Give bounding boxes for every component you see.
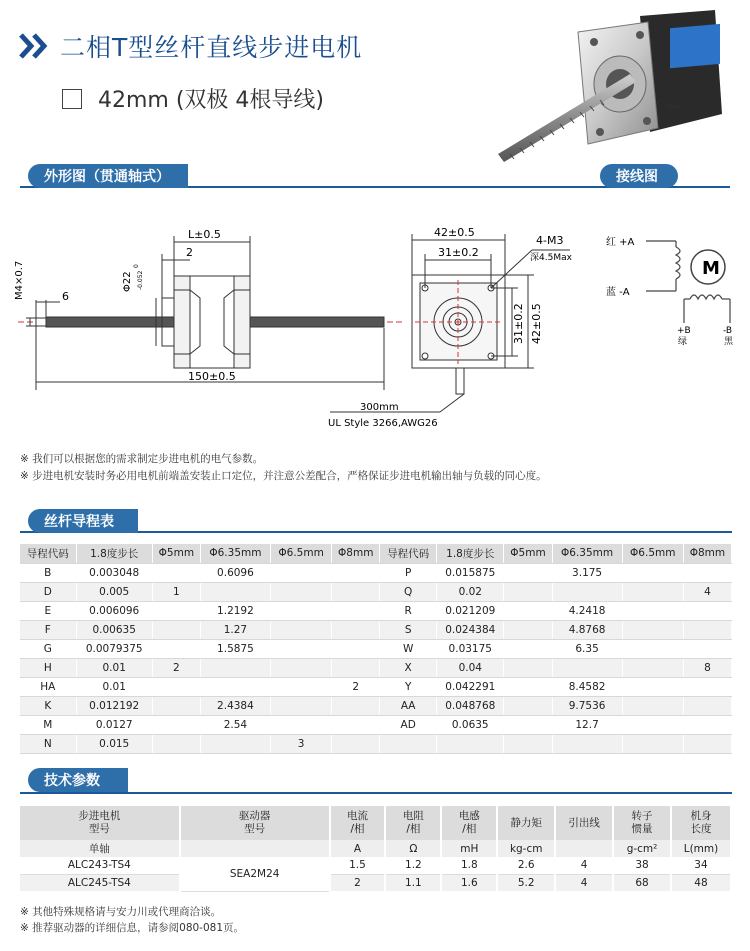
note-top-1: ※ 我们可以根据您的需求制定步进电机的电气参数。 <box>20 453 264 465</box>
lead-cell: 0.01 <box>76 658 152 677</box>
lead-table-row <box>20 677 732 696</box>
lead-cell <box>270 563 331 582</box>
lead-table-row <box>20 639 732 658</box>
spec-cell: 4 <box>555 857 613 874</box>
lead-table-row <box>20 563 732 582</box>
lead-cell <box>332 563 380 582</box>
lead-cell: D <box>20 582 76 601</box>
lead-cell <box>270 658 331 677</box>
lead-cell <box>683 696 731 715</box>
lead-cell <box>504 658 552 677</box>
dim-l-label: L±0.5 <box>188 228 221 241</box>
lead-cell <box>332 620 380 639</box>
lead-cell: 0.024384 <box>437 620 504 639</box>
lead-cell: 4.2418 <box>552 601 622 620</box>
lead-cell: 9.7536 <box>552 696 622 715</box>
lead-cell: 0.0635 <box>437 715 504 734</box>
spec-cell: ALC243-TS4 <box>20 857 180 874</box>
lead-cell <box>437 734 504 753</box>
wire-blue-label: 蓝 -A <box>606 287 630 298</box>
spec-section-line <box>20 792 732 794</box>
spec-cell: kg-cm <box>497 840 555 857</box>
lead-cell <box>380 734 437 753</box>
lead-cell: G <box>20 639 76 658</box>
spec-cell: 2 <box>330 874 386 891</box>
lead-cell <box>504 677 552 696</box>
lead-cell: 0.005 <box>76 582 152 601</box>
lead-cell <box>270 715 331 734</box>
lead-cell: 0.0079375 <box>76 639 152 658</box>
lead-header-cell: 导程代码 <box>20 544 76 563</box>
lead-cell: 3.175 <box>552 563 622 582</box>
lead-cell: 0.015 <box>76 734 152 753</box>
wire-b-minus-label: -B <box>723 326 733 336</box>
lead-cell <box>504 696 552 715</box>
spec-header-length: 机身 长度 <box>671 806 731 840</box>
spec-header-current: 电流 /相 <box>330 806 386 840</box>
lead-cell <box>152 734 200 753</box>
spec-cell: 1.8 <box>441 857 497 874</box>
lead-table-header-row <box>20 544 732 563</box>
dim-w42-label: 42±0.5 <box>434 226 475 239</box>
lead-cell: 4.8768 <box>552 620 622 639</box>
wire-black-label: 黑 <box>724 337 734 347</box>
spec-cell: 34 <box>671 857 731 874</box>
lead-cell <box>504 601 552 620</box>
lead-cell: P <box>380 563 437 582</box>
lead-cell <box>504 620 552 639</box>
spec-header-leads: 引出线 <box>555 806 613 840</box>
lead-cell: 3 <box>270 734 331 753</box>
lead-table-row <box>20 715 732 734</box>
lead-cell <box>152 601 200 620</box>
lead-cell <box>332 696 380 715</box>
dim-150-label: 150±0.5 <box>188 370 236 383</box>
lead-cell: R <box>380 601 437 620</box>
spec-driver-cell: SEA2M24 <box>180 857 330 891</box>
lead-cell <box>332 715 380 734</box>
lead-table-row <box>20 658 732 677</box>
spec-header-resistance: 电阻 /相 <box>385 806 441 840</box>
lead-cell: 0.02 <box>437 582 504 601</box>
lead-cell: 2.4384 <box>200 696 270 715</box>
lead-cell <box>200 582 270 601</box>
lead-header-cell: Φ5mm <box>152 544 200 563</box>
wiring-diagram <box>606 225 740 355</box>
spec-cell: L(mm) <box>671 840 731 857</box>
spec-cell: Ω <box>385 840 441 857</box>
lead-cell <box>622 563 683 582</box>
spec-header-inertia: 转子 惯量 <box>613 806 671 840</box>
spec-cell: A <box>330 840 386 857</box>
lead-table <box>20 544 732 754</box>
lead-cell <box>152 696 200 715</box>
spec-cell: 1.2 <box>385 857 441 874</box>
spec-header-row <box>20 806 731 840</box>
spec-cell: g-cm² <box>613 840 671 857</box>
lead-cell <box>270 620 331 639</box>
spec-cell: 4 <box>555 874 613 891</box>
cable-spec-label: UL Style 3266,AWG26 <box>328 418 438 429</box>
spec-section-header: 技术参数 <box>28 768 128 792</box>
lead-cell <box>270 639 331 658</box>
lead-cell: 0.6096 <box>200 563 270 582</box>
checkbox-icon <box>62 89 82 109</box>
lead-table-row <box>20 696 732 715</box>
lead-cell: 0.01 <box>76 677 152 696</box>
lead-header-cell: Φ6.5mm <box>270 544 331 563</box>
lead-cell: 12.7 <box>552 715 622 734</box>
lead-cell: H <box>20 658 76 677</box>
lead-cell: Q <box>380 582 437 601</box>
lead-cell <box>552 734 622 753</box>
lead-cell <box>683 601 731 620</box>
subtitle-row <box>62 83 324 114</box>
note-top-2: ※ 步进电机安装时务必用电机前端盖安装止口定位，并注意公差配合，严格保证步进电机输出轴与负载的同心度。 <box>20 470 547 482</box>
title-row <box>18 26 362 66</box>
spec-header-inductance: 电感 /相 <box>441 806 497 840</box>
spec-header-model: 步进电机 型号 <box>20 806 180 840</box>
spec-cell: 1.1 <box>385 874 441 891</box>
lead-header-cell: Φ6.35mm <box>552 544 622 563</box>
spec-header-torque: 静力矩 <box>497 806 555 840</box>
product-photo <box>490 4 740 164</box>
spec-row <box>20 857 731 874</box>
lead-cell: B <box>20 563 76 582</box>
lead-cell: 0.021209 <box>437 601 504 620</box>
wire-green-label: 绿 <box>678 337 688 347</box>
lead-cell <box>504 582 552 601</box>
dim-phi22-label: Φ22 <box>122 271 133 292</box>
lead-cell <box>332 639 380 658</box>
spec-cell: 38 <box>613 857 671 874</box>
lead-table-body <box>20 563 732 753</box>
lead-cell: 0.048768 <box>437 696 504 715</box>
lead-header-cell: Φ6.35mm <box>200 544 270 563</box>
lead-section-header: 丝杆导程表 <box>28 509 138 533</box>
lead-cell <box>683 715 731 734</box>
lead-cell <box>622 658 683 677</box>
lead-cell: 2 <box>332 677 380 696</box>
lead-cell: 4 <box>683 582 731 601</box>
lead-cell: HA <box>20 677 76 696</box>
lead-cell <box>552 658 622 677</box>
outline-drawing <box>10 222 590 444</box>
lead-cell <box>152 620 200 639</box>
wire-red-label: 红 +A <box>606 237 635 248</box>
product-label: Cplus <box>666 104 680 110</box>
lead-cell <box>332 658 380 677</box>
spec-unit-row <box>20 840 731 857</box>
lead-header-cell: 1.8度步长 <box>76 544 152 563</box>
wire-b-plus-label: +B <box>677 326 691 336</box>
spec-header-driver: 驱动器 型号 <box>180 806 330 840</box>
lead-cell <box>152 563 200 582</box>
lead-cell: 0.03175 <box>437 639 504 658</box>
lead-cell: X <box>380 658 437 677</box>
lead-cell <box>332 601 380 620</box>
lead-cell <box>270 601 331 620</box>
lead-table-row <box>20 601 732 620</box>
lead-cell <box>332 582 380 601</box>
lead-header-cell: Φ8mm <box>332 544 380 563</box>
lead-cell: S <box>380 620 437 639</box>
lead-cell <box>622 582 683 601</box>
hole-depth-label: 深4.5Max <box>530 253 572 263</box>
lead-cell: 0.006096 <box>76 601 152 620</box>
lead-cell <box>622 601 683 620</box>
spec-cell: ALC245-TS4 <box>20 874 180 891</box>
lead-cell <box>200 677 270 696</box>
lead-cell: M <box>20 715 76 734</box>
lead-cell <box>270 696 331 715</box>
dim-w31-label: 31±0.2 <box>438 246 479 259</box>
lead-cell <box>504 563 552 582</box>
spec-cell: 5.2 <box>497 874 555 891</box>
lead-cell: 0.003048 <box>76 563 152 582</box>
spec-cell: mH <box>441 840 497 857</box>
lead-cell: 0.015875 <box>437 563 504 582</box>
lead-cell <box>683 734 731 753</box>
lead-cell: 2.54 <box>200 715 270 734</box>
lead-cell: 1.2192 <box>200 601 270 620</box>
dim-h42-label: 42±0.5 <box>530 303 543 344</box>
lead-cell <box>622 639 683 658</box>
page-subtitle: 42mm (双极 4根导线) <box>98 88 325 113</box>
lead-cell: 1.5875 <box>200 639 270 658</box>
lead-cell: 0.012192 <box>76 696 152 715</box>
lead-cell <box>152 715 200 734</box>
lead-cell <box>200 658 270 677</box>
lead-cell <box>152 639 200 658</box>
lead-cell: 0.0127 <box>76 715 152 734</box>
lead-cell: 8 <box>683 658 731 677</box>
hole-label: 4-M3 <box>536 234 564 247</box>
lead-cell: 1 <box>152 582 200 601</box>
lead-cell: E <box>20 601 76 620</box>
lead-cell <box>683 620 731 639</box>
lead-cell: AD <box>380 715 437 734</box>
dim-6-label: 6 <box>62 290 69 303</box>
page-title: 二相T型丝杆直线步进电机 <box>60 33 363 62</box>
lead-cell: 0.04 <box>437 658 504 677</box>
lead-cell: 1.27 <box>200 620 270 639</box>
lead-cell <box>504 639 552 658</box>
motor-symbol: M <box>702 258 720 279</box>
spec-cell <box>180 840 330 857</box>
lead-cell <box>200 734 270 753</box>
lead-cell <box>504 715 552 734</box>
lead-header-cell: Φ6.5mm <box>622 544 683 563</box>
spec-cell: 68 <box>613 874 671 891</box>
spec-row <box>20 874 731 891</box>
lead-table-row <box>20 734 732 753</box>
lead-header-cell: Φ5mm <box>504 544 552 563</box>
lead-cell <box>270 582 331 601</box>
lead-cell <box>552 582 622 601</box>
lead-table-row <box>20 582 732 601</box>
note-bottom-2: ※ 推荐驱动器的详细信息，请参阅080-081页。 <box>20 922 245 934</box>
lead-cell <box>683 639 731 658</box>
lead-cell <box>622 620 683 639</box>
lead-cell: N <box>20 734 76 753</box>
spec-cell: 1.6 <box>441 874 497 891</box>
lead-cell <box>622 696 683 715</box>
lead-cell <box>270 677 331 696</box>
cable-length-label: 300mm <box>360 402 399 413</box>
lead-cell: 8.4582 <box>552 677 622 696</box>
lead-cell: AA <box>380 696 437 715</box>
spec-table <box>20 806 732 892</box>
dim-phi22-tol0: 0 <box>133 264 140 268</box>
lead-cell: 0.00635 <box>76 620 152 639</box>
spec-cell <box>555 840 613 857</box>
lead-header-cell: 导程代码 <box>380 544 437 563</box>
spec-cell: 48 <box>671 874 731 891</box>
spec-cell: 2.6 <box>497 857 555 874</box>
note-bottom-1: ※ 其他特殊规格请与安力川或代理商洽谈。 <box>20 906 222 918</box>
dim-m4-label: M4×0.7 <box>14 260 25 300</box>
lead-cell <box>152 677 200 696</box>
lead-header-cell: Φ8mm <box>683 544 731 563</box>
lead-cell: 6.35 <box>552 639 622 658</box>
lead-cell <box>683 563 731 582</box>
lead-cell <box>504 734 552 753</box>
lead-cell: K <box>20 696 76 715</box>
lead-cell: F <box>20 620 76 639</box>
outline-section-header: 外形图（贯通轴式） <box>28 164 188 188</box>
lead-cell: 2 <box>152 658 200 677</box>
lead-header-cell: 1.8度步长 <box>437 544 504 563</box>
lead-cell <box>622 677 683 696</box>
spec-cell: 1.5 <box>330 857 386 874</box>
lead-cell <box>622 734 683 753</box>
lead-cell <box>622 715 683 734</box>
lead-cell: Y <box>380 677 437 696</box>
lead-table-row <box>20 620 732 639</box>
lead-cell: W <box>380 639 437 658</box>
wiring-section-header: 接线图 <box>600 164 678 188</box>
lead-cell: 0.042291 <box>437 677 504 696</box>
double-chevron-icon <box>18 32 52 60</box>
lead-cell <box>683 677 731 696</box>
spec-cell: 单轴 <box>20 840 180 857</box>
lead-cell <box>332 734 380 753</box>
dim-2-label: 2 <box>186 246 193 259</box>
dim-h31-label: 31±0.2 <box>512 303 525 344</box>
dim-phi22-tol: -0.052 <box>137 270 144 290</box>
